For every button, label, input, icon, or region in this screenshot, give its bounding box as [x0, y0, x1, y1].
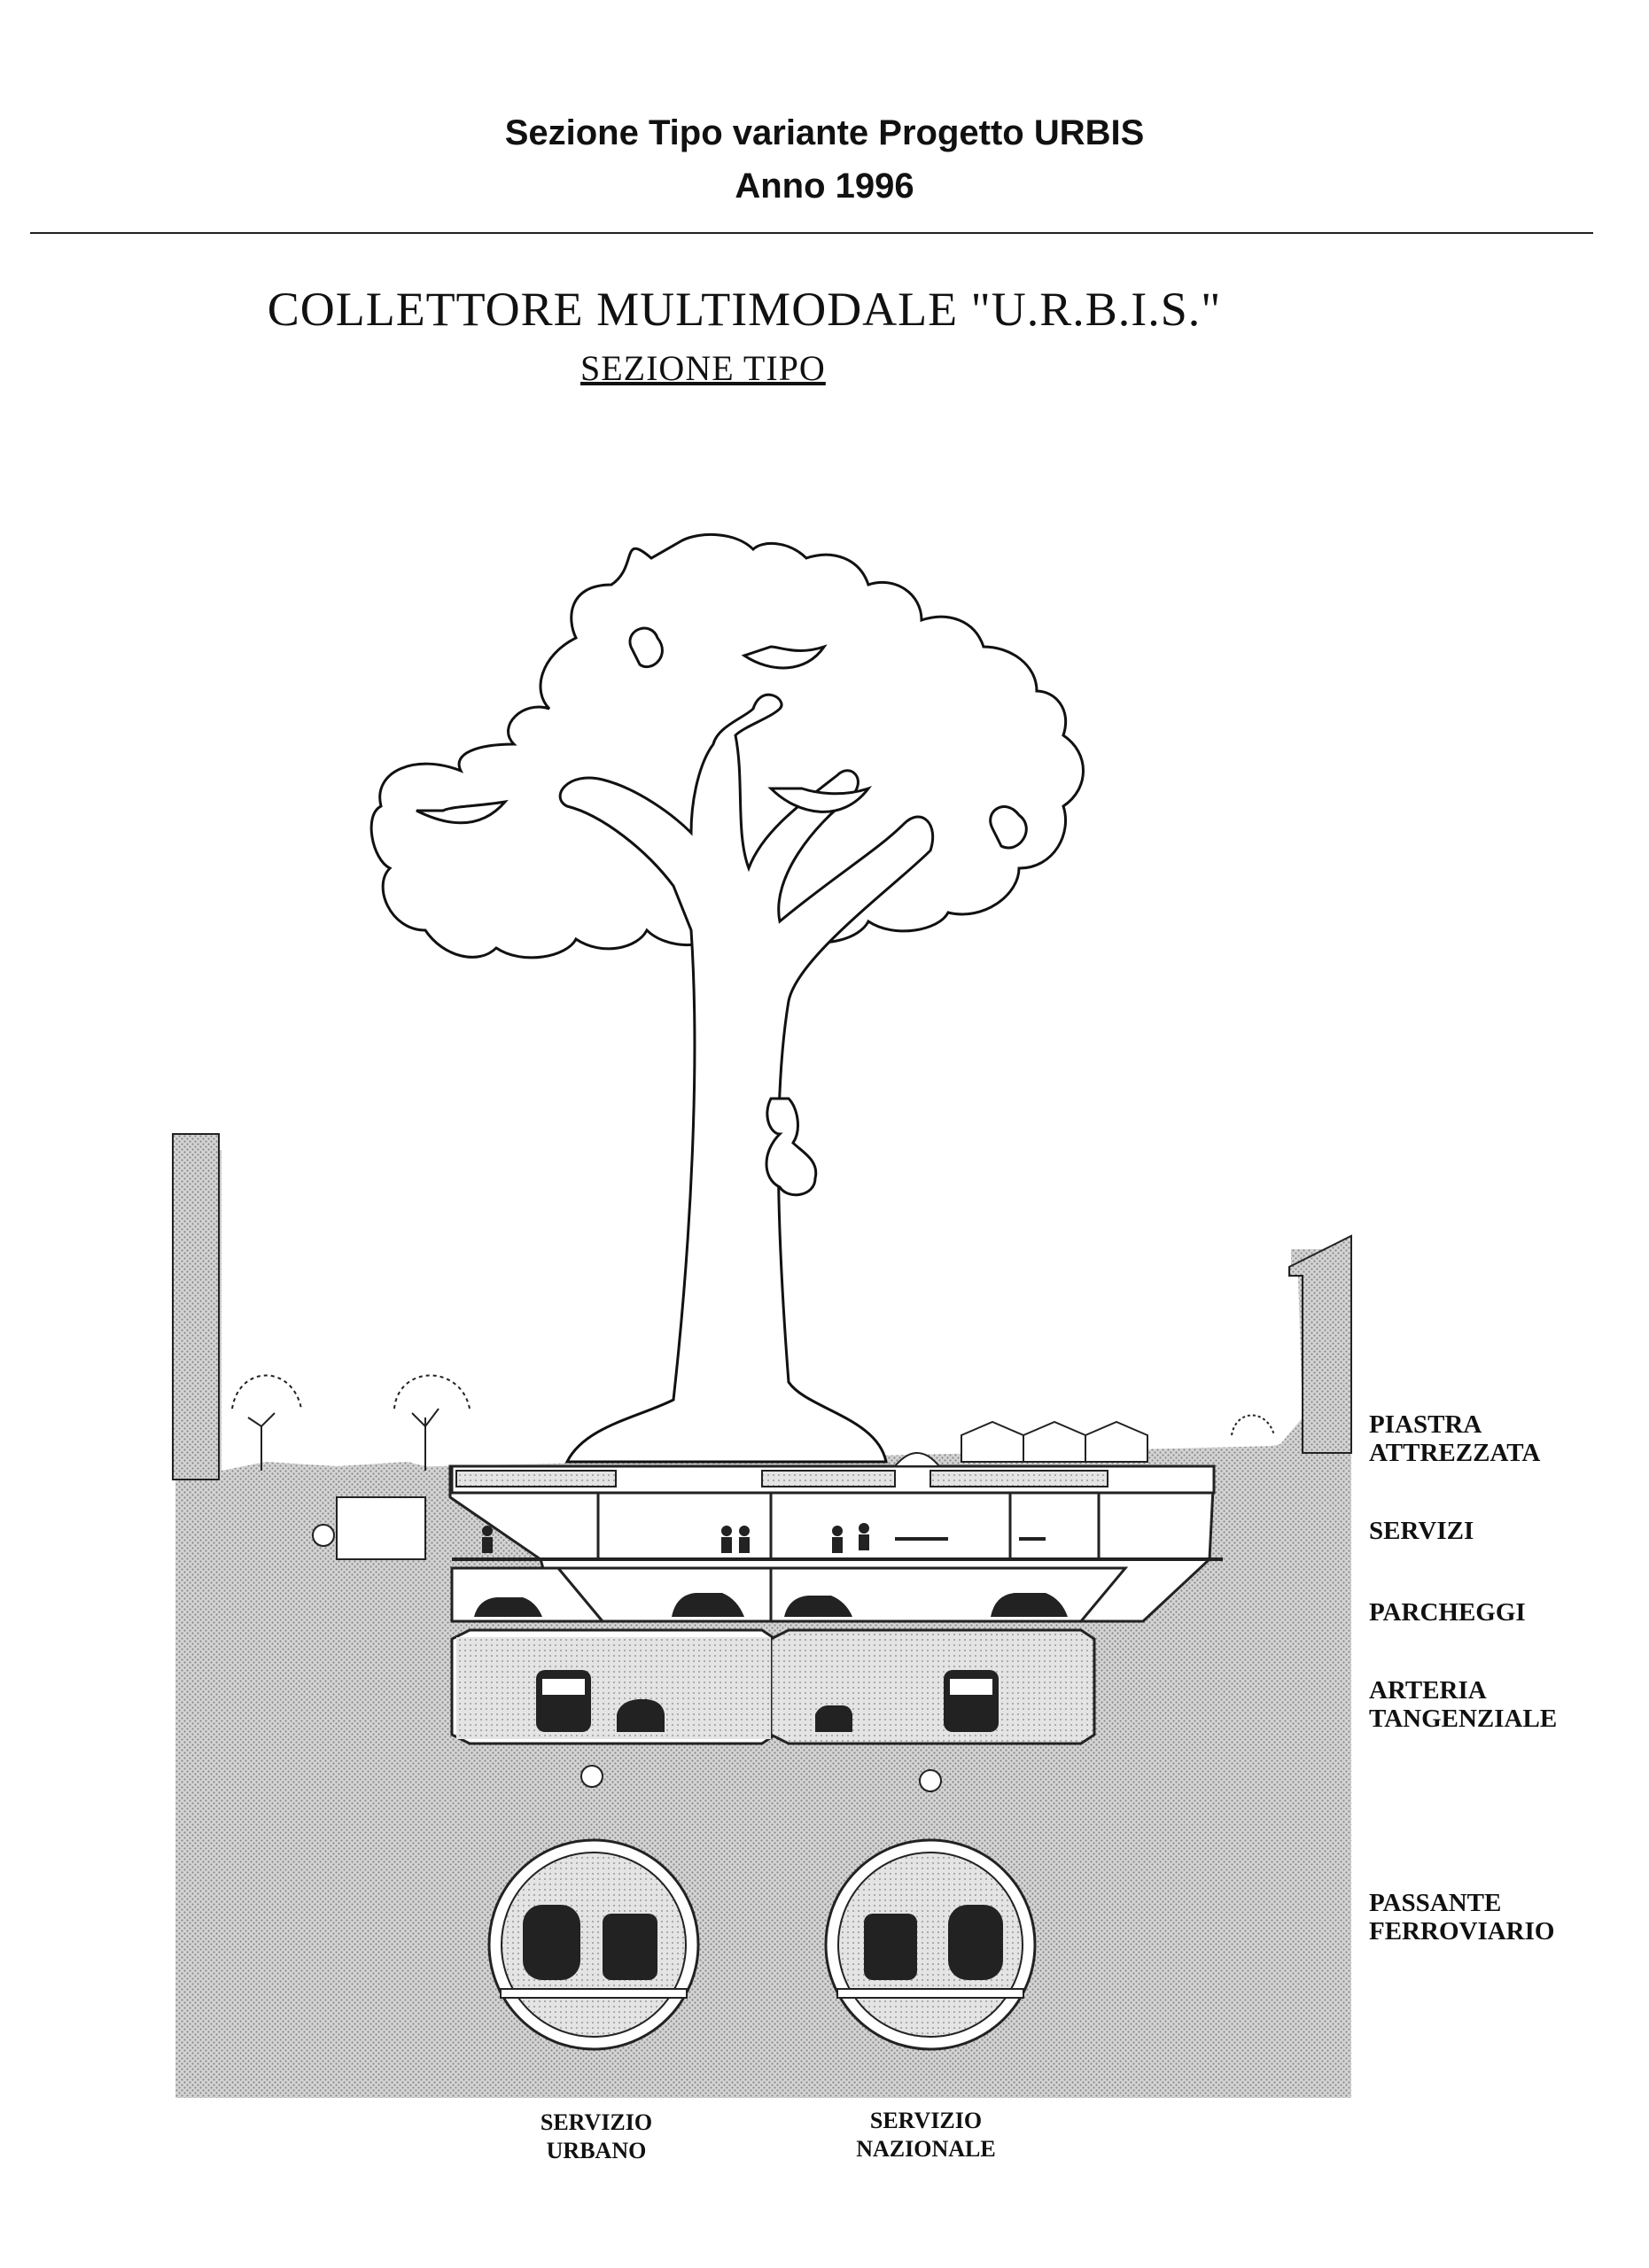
diagram-subtitle: SEZIONE TIPO — [580, 348, 826, 388]
level-label-line: ARTERIA — [1369, 1676, 1487, 1705]
tunnel-label-line: NAZIONALE — [856, 2136, 996, 2162]
level-label-line: ATTREZZATA — [1369, 1439, 1541, 1467]
level-label-line: PIASTRA — [1369, 1410, 1482, 1439]
level-label-line: PASSANTE — [1369, 1889, 1502, 1917]
level-label-line: SERVIZI — [1369, 1517, 1474, 1545]
level-label-line: TANGENZIALE — [1369, 1705, 1558, 1733]
level-label-piastra — [1369, 1410, 1540, 1467]
surface-sheds — [895, 1422, 1147, 1466]
level-label-parcheggi — [1369, 1598, 1526, 1627]
level-label-servizi — [1369, 1517, 1474, 1545]
rail-tunnel-urbano — [489, 1840, 698, 2049]
tunnel-label-line: SERVIZIO — [540, 2109, 653, 2135]
rail-tunnel-nazionale — [826, 1840, 1035, 2049]
tunnel-label-line: SERVIZIO — [869, 2108, 983, 2133]
level-label-passante — [1369, 1889, 1554, 1946]
level-label-line: PARCHEGGI — [1369, 1598, 1526, 1627]
right-building — [1289, 1236, 1351, 1453]
header-line-2: Anno 1996 — [735, 167, 914, 206]
level-label-line: FERROVIARIO — [1369, 1917, 1555, 1946]
tunnel-label-line: URBANO — [546, 2138, 647, 2163]
level-label-arteria — [1369, 1676, 1557, 1733]
diagram-title: COLLETTORE MULTIMODALE "U.R.B.I.S." — [267, 283, 1222, 336]
header-line-1: Sezione Tipo variante Progetto URBIS — [504, 113, 1145, 152]
tree-illustration — [371, 534, 1083, 1462]
tunnel-label-urbano — [494, 2109, 698, 2165]
left-building — [173, 1134, 219, 1480]
tunnel-label-nazionale — [824, 2107, 1028, 2163]
